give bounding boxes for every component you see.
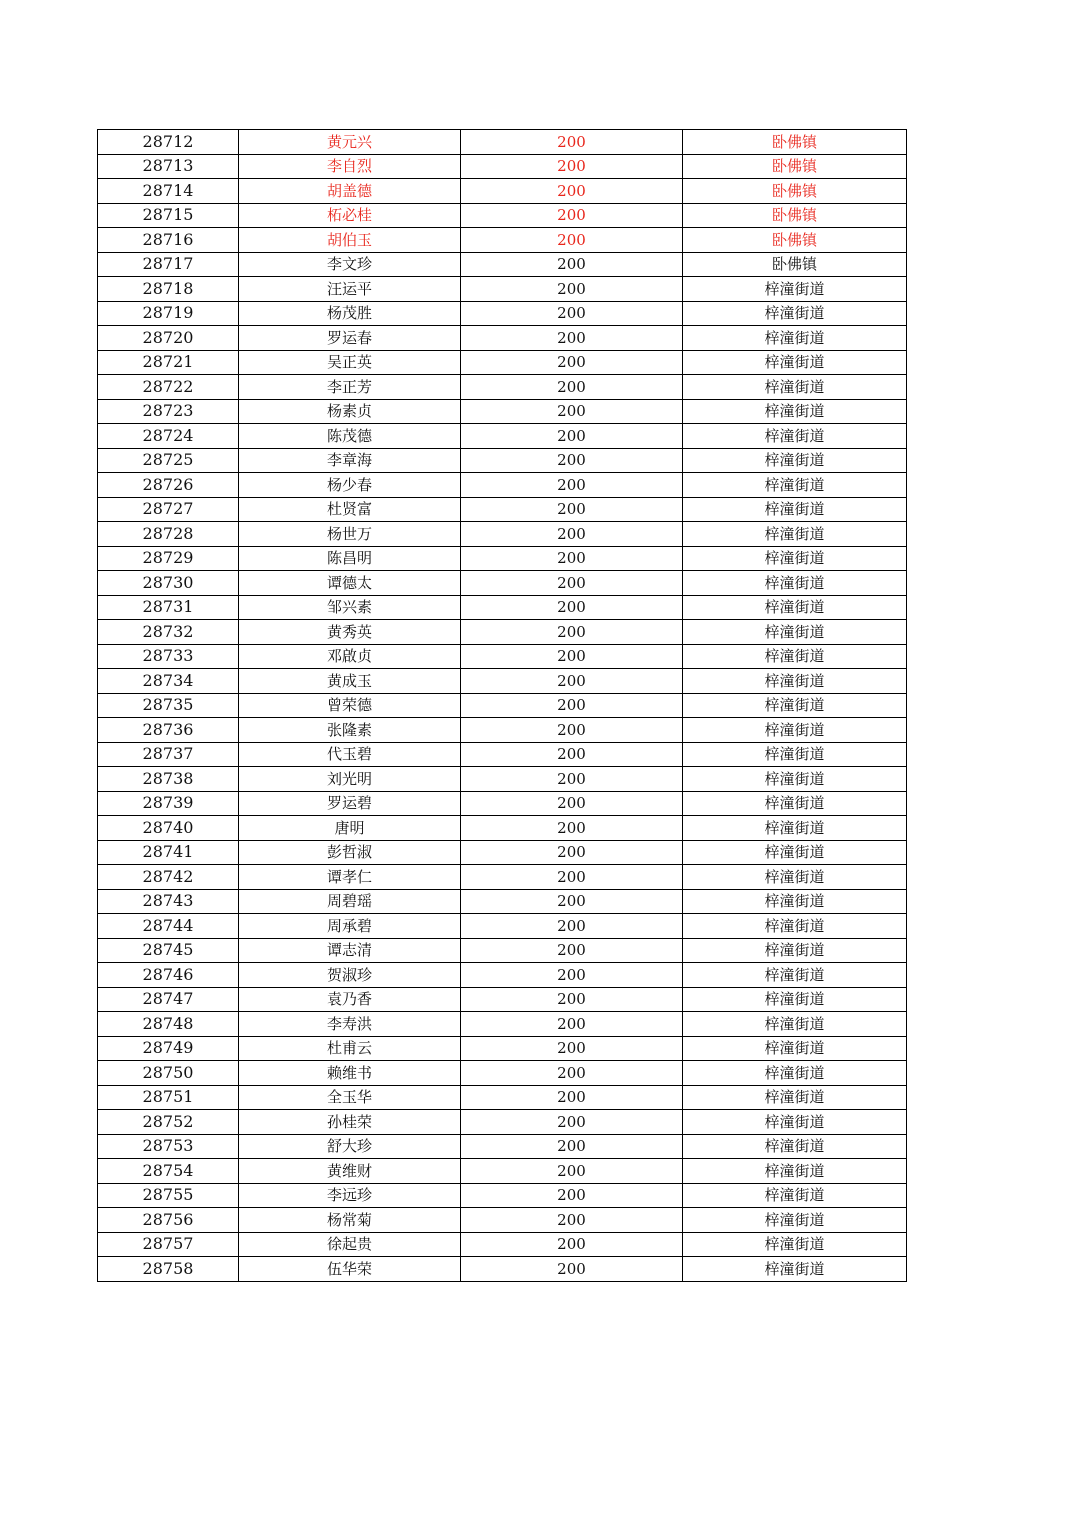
table-row (98, 1208, 907, 1233)
row-id-cell: 28720 (98, 326, 239, 351)
amount-cell: 200 (461, 938, 683, 963)
area-cell: 梓潼街道 (683, 375, 907, 400)
row-id-cell: 28726 (98, 473, 239, 498)
area-cell: 梓潼街道 (683, 865, 907, 890)
table-row (98, 252, 907, 277)
name-cell: 伍华荣 (239, 1257, 461, 1282)
row-id-cell: 28750 (98, 1061, 239, 1086)
table-row (98, 595, 907, 620)
amount-cell: 200 (461, 1257, 683, 1282)
table-row (98, 546, 907, 571)
table-row (98, 571, 907, 596)
table-row (98, 277, 907, 302)
area-cell: 梓潼街道 (683, 473, 907, 498)
area-cell: 梓潼街道 (683, 669, 907, 694)
amount-cell: 200 (461, 326, 683, 351)
area-cell: 梓潼街道 (683, 644, 907, 669)
area-cell: 梓潼街道 (683, 1110, 907, 1135)
row-id-cell: 28739 (98, 791, 239, 816)
name-cell: 杜甫云 (239, 1036, 461, 1061)
amount-cell: 200 (461, 595, 683, 620)
name-cell: 杨素贞 (239, 399, 461, 424)
name-cell: 周承碧 (239, 914, 461, 939)
amount-cell: 200 (461, 375, 683, 400)
amount-cell: 200 (461, 350, 683, 375)
name-cell: 谭孝仁 (239, 865, 461, 890)
amount-cell: 200 (461, 399, 683, 424)
row-id-cell: 28722 (98, 375, 239, 400)
table-row (98, 791, 907, 816)
name-cell: 罗运春 (239, 326, 461, 351)
row-id-cell: 28715 (98, 203, 239, 228)
row-id-cell: 28730 (98, 571, 239, 596)
amount-cell: 200 (461, 301, 683, 326)
row-id-cell: 28749 (98, 1036, 239, 1061)
table-row (98, 742, 907, 767)
row-id-cell: 28714 (98, 179, 239, 204)
table-row (98, 767, 907, 792)
row-id-cell: 28738 (98, 767, 239, 792)
table-row (98, 669, 907, 694)
area-cell: 梓潼街道 (683, 277, 907, 302)
name-cell: 唐明 (239, 816, 461, 841)
name-cell: 刘光明 (239, 767, 461, 792)
name-cell: 邓啟贞 (239, 644, 461, 669)
table-row (98, 938, 907, 963)
name-cell: 赖维书 (239, 1061, 461, 1086)
amount-cell: 200 (461, 791, 683, 816)
table-row (98, 1232, 907, 1257)
table-row (98, 963, 907, 988)
name-cell: 贺淑珍 (239, 963, 461, 988)
name-cell: 李文珍 (239, 252, 461, 277)
table-row (98, 1134, 907, 1159)
name-cell: 胡伯玉 (239, 228, 461, 253)
area-cell: 梓潼街道 (683, 1085, 907, 1110)
area-cell: 梓潼街道 (683, 693, 907, 718)
amount-cell: 200 (461, 522, 683, 547)
area-cell: 梓潼街道 (683, 767, 907, 792)
table-row (98, 203, 907, 228)
row-id-cell: 28753 (98, 1134, 239, 1159)
amount-cell: 200 (461, 228, 683, 253)
name-cell: 全玉华 (239, 1085, 461, 1110)
row-id-cell: 28754 (98, 1159, 239, 1184)
amount-cell: 200 (461, 1232, 683, 1257)
row-id-cell: 28733 (98, 644, 239, 669)
area-cell: 梓潼街道 (683, 620, 907, 645)
amount-cell: 200 (461, 914, 683, 939)
row-id-cell: 28740 (98, 816, 239, 841)
row-id-cell: 28744 (98, 914, 239, 939)
table-row (98, 816, 907, 841)
area-cell: 梓潼街道 (683, 424, 907, 449)
name-cell: 杨茂胜 (239, 301, 461, 326)
row-id-cell: 28732 (98, 620, 239, 645)
table-row (98, 889, 907, 914)
area-cell: 梓潼街道 (683, 350, 907, 375)
name-cell: 曾荣德 (239, 693, 461, 718)
row-id-cell: 28734 (98, 669, 239, 694)
row-id-cell: 28723 (98, 399, 239, 424)
table-row (98, 179, 907, 204)
row-id-cell: 28748 (98, 1012, 239, 1037)
name-cell: 杜贤富 (239, 497, 461, 522)
name-cell: 孙桂荣 (239, 1110, 461, 1135)
row-id-cell: 28712 (98, 130, 239, 155)
name-cell: 黄元兴 (239, 130, 461, 155)
name-cell: 杨世万 (239, 522, 461, 547)
amount-cell: 200 (461, 1110, 683, 1135)
name-cell: 谭德太 (239, 571, 461, 596)
area-cell: 卧佛镇 (683, 252, 907, 277)
table-row (98, 1061, 907, 1086)
area-cell: 梓潼街道 (683, 448, 907, 473)
amount-cell: 200 (461, 742, 683, 767)
row-id-cell: 28758 (98, 1257, 239, 1282)
row-id-cell: 28719 (98, 301, 239, 326)
area-cell: 梓潼街道 (683, 914, 907, 939)
amount-cell: 200 (461, 1183, 683, 1208)
table-row (98, 718, 907, 743)
name-cell: 邹兴素 (239, 595, 461, 620)
row-id-cell: 28747 (98, 987, 239, 1012)
name-cell: 李寿洪 (239, 1012, 461, 1037)
amount-cell: 200 (461, 644, 683, 669)
amount-cell: 200 (461, 1061, 683, 1086)
table-row (98, 1110, 907, 1135)
amount-cell: 200 (461, 130, 683, 155)
amount-cell: 200 (461, 987, 683, 1012)
row-id-cell: 28716 (98, 228, 239, 253)
amount-cell: 200 (461, 252, 683, 277)
amount-cell: 200 (461, 203, 683, 228)
name-cell: 罗运碧 (239, 791, 461, 816)
table-row (98, 130, 907, 155)
table-row (98, 1183, 907, 1208)
area-cell: 梓潼街道 (683, 742, 907, 767)
table-row (98, 522, 907, 547)
area-cell: 梓潼街道 (683, 1159, 907, 1184)
amount-cell: 200 (461, 1012, 683, 1037)
row-id-cell: 28728 (98, 522, 239, 547)
area-cell: 梓潼街道 (683, 816, 907, 841)
area-cell: 梓潼街道 (683, 1061, 907, 1086)
name-cell: 李章海 (239, 448, 461, 473)
amount-cell: 200 (461, 546, 683, 571)
amount-cell: 200 (461, 448, 683, 473)
name-cell: 李远珍 (239, 1183, 461, 1208)
row-id-cell: 28752 (98, 1110, 239, 1135)
amount-cell: 200 (461, 571, 683, 596)
table-row (98, 1257, 907, 1282)
area-cell: 梓潼街道 (683, 963, 907, 988)
amount-cell: 200 (461, 1036, 683, 1061)
name-cell: 李正芳 (239, 375, 461, 400)
table-row (98, 497, 907, 522)
amount-cell: 200 (461, 179, 683, 204)
name-cell: 周碧瑶 (239, 889, 461, 914)
row-id-cell: 28742 (98, 865, 239, 890)
area-cell: 梓潼街道 (683, 1012, 907, 1037)
row-id-cell: 28741 (98, 840, 239, 865)
name-cell: 谭志清 (239, 938, 461, 963)
table-row (98, 914, 907, 939)
name-cell: 柘必桂 (239, 203, 461, 228)
amount-cell: 200 (461, 693, 683, 718)
area-cell: 梓潼街道 (683, 301, 907, 326)
table-row (98, 424, 907, 449)
table-row (98, 693, 907, 718)
area-cell: 卧佛镇 (683, 130, 907, 155)
amount-cell: 200 (461, 767, 683, 792)
area-cell: 梓潼街道 (683, 1183, 907, 1208)
area-cell: 梓潼街道 (683, 1232, 907, 1257)
area-cell: 梓潼街道 (683, 497, 907, 522)
area-cell: 梓潼街道 (683, 938, 907, 963)
table-row (98, 1159, 907, 1184)
area-cell: 梓潼街道 (683, 326, 907, 351)
row-id-cell: 28717 (98, 252, 239, 277)
amount-cell: 200 (461, 669, 683, 694)
table-row (98, 1036, 907, 1061)
amount-cell: 200 (461, 865, 683, 890)
area-cell: 梓潼街道 (683, 1208, 907, 1233)
area-cell: 梓潼街道 (683, 399, 907, 424)
row-id-cell: 28725 (98, 448, 239, 473)
row-id-cell: 28721 (98, 350, 239, 375)
area-cell: 卧佛镇 (683, 203, 907, 228)
row-id-cell: 28724 (98, 424, 239, 449)
table-row (98, 399, 907, 424)
name-cell: 彭哲淑 (239, 840, 461, 865)
area-cell: 梓潼街道 (683, 522, 907, 547)
area-cell: 梓潼街道 (683, 889, 907, 914)
name-cell: 胡盖德 (239, 179, 461, 204)
name-cell: 李自烈 (239, 154, 461, 179)
name-cell: 张隆素 (239, 718, 461, 743)
amount-cell: 200 (461, 277, 683, 302)
name-cell: 代玉碧 (239, 742, 461, 767)
amount-cell: 200 (461, 816, 683, 841)
table-row (98, 228, 907, 253)
area-cell: 梓潼街道 (683, 987, 907, 1012)
table-row (98, 301, 907, 326)
amount-cell: 200 (461, 1208, 683, 1233)
table-row (98, 375, 907, 400)
name-cell: 吴正英 (239, 350, 461, 375)
row-id-cell: 28751 (98, 1085, 239, 1110)
row-id-cell: 28743 (98, 889, 239, 914)
amount-cell: 200 (461, 1159, 683, 1184)
table-row (98, 840, 907, 865)
name-cell: 汪运平 (239, 277, 461, 302)
row-id-cell: 28756 (98, 1208, 239, 1233)
table-row (98, 865, 907, 890)
area-cell: 卧佛镇 (683, 154, 907, 179)
table-row (98, 620, 907, 645)
amount-cell: 200 (461, 840, 683, 865)
area-cell: 梓潼街道 (683, 1257, 907, 1282)
amount-cell: 200 (461, 963, 683, 988)
amount-cell: 200 (461, 1134, 683, 1159)
amount-cell: 200 (461, 889, 683, 914)
row-id-cell: 28735 (98, 693, 239, 718)
table-row (98, 1012, 907, 1037)
data-table (97, 129, 907, 1282)
name-cell: 陈茂德 (239, 424, 461, 449)
row-id-cell: 28746 (98, 963, 239, 988)
table-row (98, 350, 907, 375)
amount-cell: 200 (461, 424, 683, 449)
area-cell: 梓潼街道 (683, 718, 907, 743)
area-cell: 梓潼街道 (683, 595, 907, 620)
row-id-cell: 28727 (98, 497, 239, 522)
row-id-cell: 28729 (98, 546, 239, 571)
table-body (98, 130, 907, 1282)
name-cell: 杨常菊 (239, 1208, 461, 1233)
area-cell: 梓潼街道 (683, 791, 907, 816)
row-id-cell: 28757 (98, 1232, 239, 1257)
table-row (98, 1085, 907, 1110)
name-cell: 袁乃香 (239, 987, 461, 1012)
row-id-cell: 28731 (98, 595, 239, 620)
table-row (98, 448, 907, 473)
area-cell: 梓潼街道 (683, 1134, 907, 1159)
name-cell: 舒大珍 (239, 1134, 461, 1159)
name-cell: 黄秀英 (239, 620, 461, 645)
area-cell: 卧佛镇 (683, 228, 907, 253)
amount-cell: 200 (461, 473, 683, 498)
area-cell: 卧佛镇 (683, 179, 907, 204)
area-cell: 梓潼街道 (683, 546, 907, 571)
table-row (98, 154, 907, 179)
name-cell: 杨少春 (239, 473, 461, 498)
table-row (98, 326, 907, 351)
row-id-cell: 28713 (98, 154, 239, 179)
name-cell: 徐起贵 (239, 1232, 461, 1257)
name-cell: 陈昌明 (239, 546, 461, 571)
table-row (98, 644, 907, 669)
amount-cell: 200 (461, 1085, 683, 1110)
row-id-cell: 28755 (98, 1183, 239, 1208)
name-cell: 黄维财 (239, 1159, 461, 1184)
name-cell: 黄成玉 (239, 669, 461, 694)
amount-cell: 200 (461, 497, 683, 522)
row-id-cell: 28745 (98, 938, 239, 963)
area-cell: 梓潼街道 (683, 840, 907, 865)
table-row (98, 473, 907, 498)
amount-cell: 200 (461, 620, 683, 645)
table-row (98, 987, 907, 1012)
row-id-cell: 28736 (98, 718, 239, 743)
area-cell: 梓潼街道 (683, 1036, 907, 1061)
row-id-cell: 28737 (98, 742, 239, 767)
area-cell: 梓潼街道 (683, 571, 907, 596)
amount-cell: 200 (461, 154, 683, 179)
amount-cell: 200 (461, 718, 683, 743)
row-id-cell: 28718 (98, 277, 239, 302)
